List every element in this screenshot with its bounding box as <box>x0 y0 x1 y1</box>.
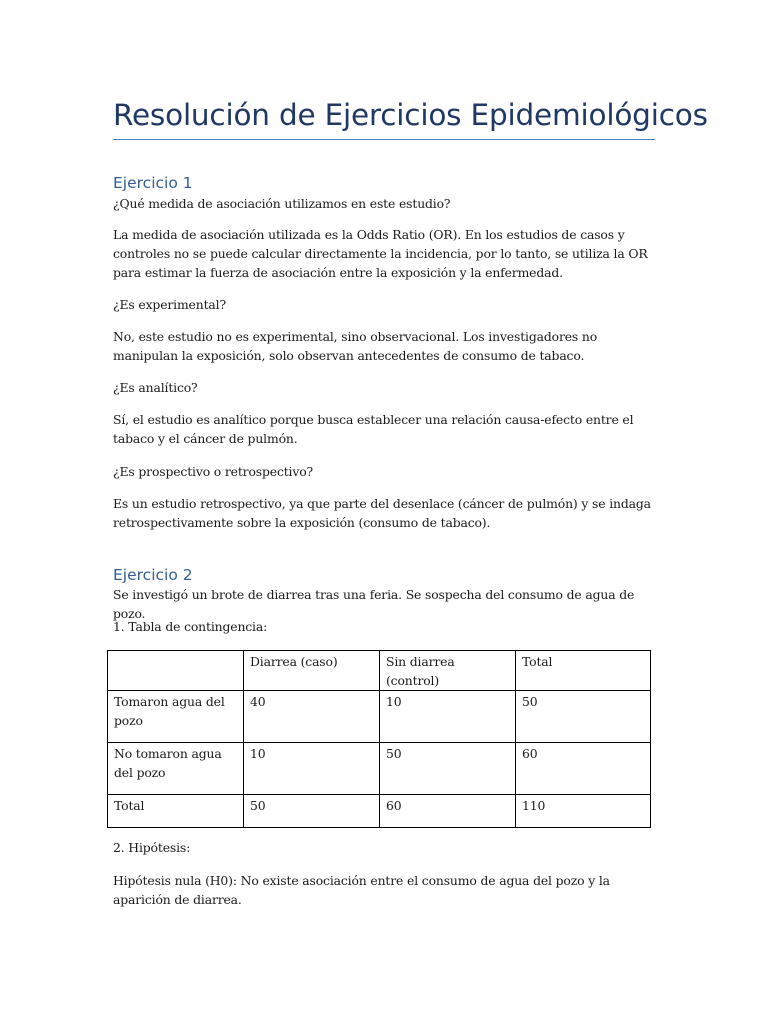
exercise-1-question-3: ¿Es analítico? <box>113 380 198 395</box>
table-cell: 60 <box>380 795 516 828</box>
exercise-1-question-1: ¿Qué medida de asociación utilizamos en este estudio? <box>113 196 451 211</box>
table-cell: 50 <box>380 743 516 795</box>
table-cell: No tomaron agua del pozo <box>108 743 244 795</box>
table-header-cell: Diarrea (caso) <box>244 651 380 691</box>
exercise-1-answer-1: La medida de asociación utilizada es la Odds Ratio (OR). En los estudios de casos y controles no se puede calcular directamente la incidencia, por lo tanto, se utiliza la OR para estimar la fuerza de asociación entre la exposición y la enfermedad. <box>113 227 648 280</box>
table-cell: 10 <box>244 743 380 795</box>
table-cell: Tomaron agua del pozo <box>108 691 244 743</box>
table-cell: 50 <box>516 691 651 743</box>
document-page <box>113 0 708 1024</box>
hypothesis-label: 2. Hipótesis: <box>113 840 191 855</box>
table-cell: 50 <box>244 795 380 828</box>
contingency-table <box>107 650 651 828</box>
table-row <box>108 743 651 795</box>
table-header-cell: Total <box>516 651 651 691</box>
table-cell: Total <box>108 795 244 828</box>
table-row <box>108 691 651 743</box>
table-header-row <box>108 651 651 691</box>
table-cell: 10 <box>380 691 516 743</box>
table-cell: 40 <box>244 691 380 743</box>
exercise-1-question-4: ¿Es prospectivo o retrospectivo? <box>113 464 314 479</box>
exercise-2-intro: Se investigó un brote de diarrea tras una feria. Se sospecha del consumo de agua de pozo. <box>113 587 635 621</box>
exercise-1-heading: Ejercicio 1 <box>113 174 193 192</box>
table-cell: 60 <box>516 743 651 795</box>
document-title: Resolución de Ejercicios Epidemiológicos <box>113 98 708 132</box>
exercise-1-answer-4: Es un estudio retrospectivo, ya que parte del desenlace (cáncer de pulmón) y se indaga retrospectivamente sobre la exposición (consumo de tabaco). <box>113 496 651 530</box>
table-cell: 110 <box>516 795 651 828</box>
exercise-1-question-2: ¿Es experimental? <box>113 297 226 312</box>
exercise-2-heading: Ejercicio 2 <box>113 566 193 584</box>
exercise-1-answer-2: No, este estudio no es experimental, sino observacional. Los investigadores no manipulan la exposición, solo observan antecedentes de consumo de tabaco. <box>113 329 598 363</box>
exercise-1-answer-3: Sí, el estudio es analítico porque busca establecer una relación causa-efecto entre el tabaco y el cáncer de pulmón. <box>113 412 634 446</box>
table-header-cell <box>108 651 244 691</box>
null-hypothesis: Hipótesis nula (H0): No existe asociación entre el consumo de agua del pozo y la aparición de diarrea. <box>113 873 610 907</box>
title-underline <box>113 139 655 140</box>
table-header-cell: Sin diarrea (control) <box>380 651 516 691</box>
table-row <box>108 795 651 828</box>
contingency-table-label: 1. Tabla de contingencia: <box>113 619 268 634</box>
